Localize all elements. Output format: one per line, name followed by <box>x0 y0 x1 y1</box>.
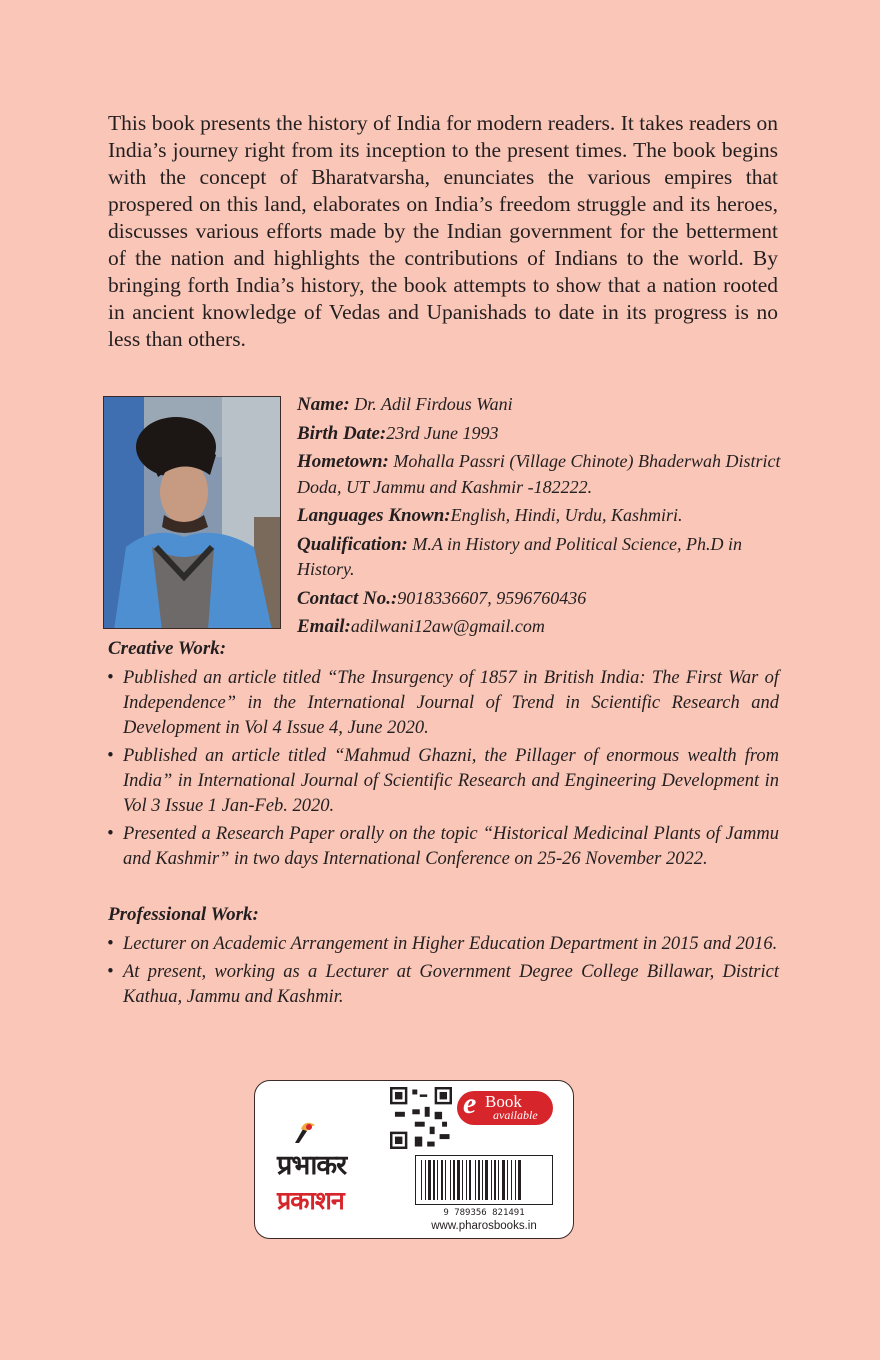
book-description: This book presents the history of India for modern readers. It takes readers on India’s journey right from its inception to the present times. The book begins with the concept of Bharatvarsha, enunciates the various empires that prospered on this land, elaborates on India’s freedom struggle and its heroes, discusses various efforts made by the Indian government for the betterment of the nation and highlights the contributions of Indians to the world. By bringing forth India’s history, the book attempts to show that a nation rooted in ancient knowledge of Vedas and Upanishads to date in its progress is no less than others. <box>108 111 778 351</box>
languages-row <box>297 503 781 529</box>
barcode-bar <box>466 1160 467 1200</box>
publisher-url: www.pharosbooks.in <box>431 1220 537 1232</box>
barcode-bar <box>485 1160 488 1200</box>
list-item-text: At present, working as a Lecturer at Government Degree College Billawar, District Kathua, Jammu and Kashmir. <box>123 962 779 1007</box>
barcode-bar <box>478 1160 480 1200</box>
publisher-logo-top: प्रभाकर <box>277 1150 347 1181</box>
isbn-barcode-icon <box>415 1155 553 1219</box>
isbn-digits: 9 789356 821491 <box>443 1208 525 1218</box>
list-item <box>107 744 779 819</box>
email-label: Email: <box>297 616 351 637</box>
qr-code-icon <box>390 1087 452 1149</box>
birth-date-label: Birth Date: <box>297 422 387 444</box>
barcode-bar <box>494 1160 496 1200</box>
creative-work-list <box>107 666 779 875</box>
list-item <box>107 666 779 741</box>
author-name: Dr. Adil Firdous Wani <box>354 394 513 414</box>
torch-icon <box>285 1121 325 1143</box>
list-item <box>107 960 779 1010</box>
languages-label: Languages Known: <box>297 505 451 526</box>
bullet-icon: • <box>107 746 114 766</box>
contact-row <box>297 586 781 612</box>
birth-date-row <box>297 421 781 447</box>
languages: English, Hindi, Urdu, Kashmiri. <box>450 505 683 525</box>
barcode-bar <box>515 1160 516 1200</box>
barcode-bar <box>450 1160 451 1200</box>
email-row <box>297 614 781 640</box>
author-photo <box>103 396 281 629</box>
barcode-bar <box>469 1160 471 1200</box>
ebook-available: available <box>493 1108 538 1122</box>
barcode-bar <box>421 1160 422 1200</box>
barcode-bar <box>482 1160 483 1200</box>
list-item-text: Presented a Research Paper orally on the topic “Historical Medicinal Plants of Jammu and Kashmir” in two days International Conference on 25-26 November 2022. <box>123 824 779 869</box>
hometown-label: Hometown: <box>297 451 389 472</box>
barcode-bar <box>445 1160 446 1200</box>
ebook-e: e <box>463 1087 477 1120</box>
publisher-logo <box>277 1127 387 1219</box>
bullet-icon: • <box>107 824 114 844</box>
list-item-text: Lecturer on Academic Arrangement in Higher Education Department in 2015 and 2016. <box>123 934 778 954</box>
professional-work-list <box>107 932 779 1013</box>
author-details <box>297 392 781 643</box>
publisher-badge <box>254 1080 574 1239</box>
barcode-bar <box>507 1160 508 1200</box>
qualification-row <box>297 532 781 583</box>
barcode-bar <box>491 1160 492 1200</box>
name-label: Name: <box>297 394 350 415</box>
barcode-bar <box>498 1160 499 1200</box>
barcode-bar <box>502 1160 505 1200</box>
hometown: Mohalla Passri (Village Chinote) Bhaderwah District Doda, UT Jammu and Kashmir -182222. <box>297 451 781 497</box>
ebook-word: Book <box>485 1092 522 1111</box>
author-name-row <box>297 392 781 418</box>
qualification: M.A in History and Political Science, Ph.D in History. <box>297 533 742 579</box>
qualification-label: Qualification: <box>297 533 408 555</box>
barcode-bar <box>457 1160 460 1200</box>
list-item <box>107 822 779 872</box>
barcode-bar <box>441 1160 443 1200</box>
creative-work-title: Creative Work: <box>108 638 227 659</box>
list-item-text: Published an article titled “The Insurgency of 1857 in British India: The First War of Independence” in the International Journal of Trend in Scientific Research and Development in Vol 4 Issue 4, June 2020. <box>123 668 779 738</box>
ebook-available-badge <box>457 1087 553 1125</box>
list-item-text: Published an article titled “Mahmud Ghazni, the Pillager of enormous wealth from India” in International Journal of Scientific Research and Engineering Development in Vol 3 Issue 1 Jan-Feb. 2020. <box>123 746 779 816</box>
barcode-bar <box>511 1160 512 1200</box>
bullet-icon: • <box>107 934 114 954</box>
hometown-row <box>297 449 781 500</box>
author-portrait-image <box>104 397 281 629</box>
birth-date: 23rd June 1993 <box>386 422 499 443</box>
publisher-logo-bottom: प्रकाशन <box>277 1186 344 1215</box>
barcode-bar <box>453 1160 455 1200</box>
bullet-icon: • <box>107 962 114 982</box>
barcode-bar <box>475 1160 476 1200</box>
barcode-bar <box>437 1160 438 1200</box>
barcode-bar <box>425 1160 426 1200</box>
barcode-bar <box>433 1160 435 1200</box>
barcode-bar <box>518 1160 521 1200</box>
contact-label: Contact No.: <box>297 587 398 609</box>
contact-number: 9018336607, 9596760436 <box>397 587 587 608</box>
barcode-bar <box>428 1160 431 1200</box>
list-item <box>107 932 779 957</box>
bullet-icon: • <box>107 668 114 688</box>
professional-work-title: Professional Work: <box>108 904 259 925</box>
barcode-bar <box>462 1160 463 1200</box>
email: adilwani12aw@gmail.com <box>350 616 545 636</box>
